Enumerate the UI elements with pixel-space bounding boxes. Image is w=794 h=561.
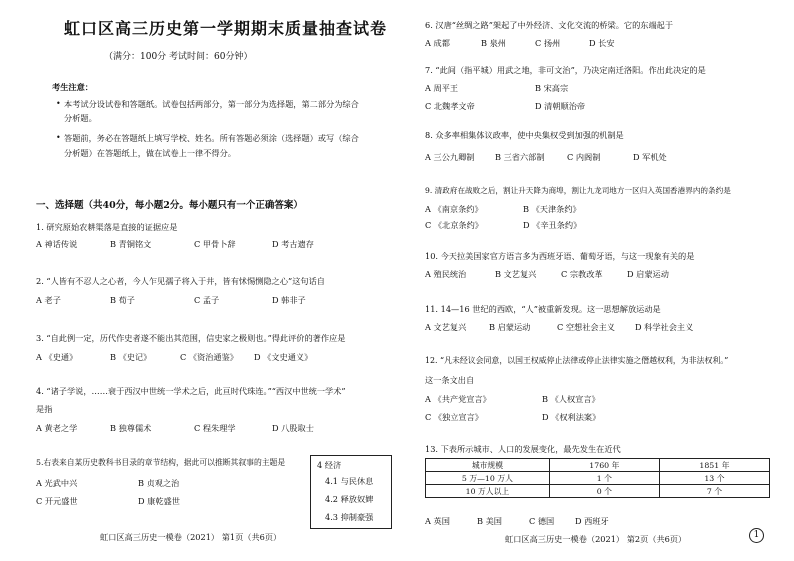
option: B 《史记》 <box>110 352 152 362</box>
question-9: 9. 清政府在战败之后，割让升天降为商埠，割让九龙司地方一区归入英国香港界内的条约是 <box>425 186 731 195</box>
option: C 扬州 <box>535 38 561 48</box>
option: D 长安 <box>589 38 615 48</box>
question-10: 10. 今天拉美国家官方语言多为西班牙语、葡萄牙语，与这一现象有关的是 <box>425 251 695 261</box>
option: B 美国 <box>477 516 502 526</box>
option: D 《权利法案》 <box>542 412 601 422</box>
option: A 光武中兴 <box>36 478 78 488</box>
option: C 《资治通鉴》 <box>180 352 238 362</box>
option: C 孟子 <box>194 295 220 305</box>
option: C 《独立宣言》 <box>425 412 483 422</box>
option: D 韩非子 <box>272 295 306 305</box>
bullet-icon: • <box>56 99 61 108</box>
option: A 黄老之学 <box>36 423 78 433</box>
option: C 宗教改革 <box>561 269 603 279</box>
question-4-line2: 是指 <box>36 404 53 414</box>
chapter-outline-box <box>310 455 392 529</box>
table-cell: 5 万—10 万人 <box>426 472 550 485</box>
option: D 《辛丑条约》 <box>523 220 582 230</box>
question-12-line1: 12. “凡未经议会同意，以国王权威停止法律或停止法律实施之僭越权利，为非法权利。” <box>425 356 729 365</box>
question-6: 6. 汉唐“丝绸之路”架起了中外经济、文化交流的桥梁。它的东端起于 <box>425 20 674 30</box>
option: D 八股取士 <box>272 423 314 433</box>
population-table <box>425 458 770 498</box>
question-1: 1. 研究原始农耕渠落是直接的证据应是 <box>36 222 178 232</box>
option: B 泉州 <box>481 38 506 48</box>
page-footer: 虹口区高三历史一模卷（2021） 第2页（共6页） <box>505 534 687 544</box>
table-cell: 13 个 <box>659 472 769 485</box>
page-footer: 虹口区高三历史一模卷（2021） 第1页（共6页） <box>100 532 282 542</box>
table-row <box>426 485 770 498</box>
outline-section: 4.2 释放奴婢 <box>325 494 374 504</box>
table-cell: 7 个 <box>659 485 769 498</box>
question-7: 7. “此间（指平城）用武之地，非可文治”，乃决定南迁洛阳。作出此决定的是 <box>425 65 706 75</box>
page-number-mark: 1 <box>749 528 764 543</box>
option: A 《南京条约》 <box>425 204 483 214</box>
section-heading: 一、选择题（共40分，每小题2分。每小题只有一个正确答案） <box>36 200 303 211</box>
notice-2-line2: 分析题）在答题纸上，做在试卷上一律不得分。 <box>64 148 236 158</box>
option: B 独尊儒术 <box>110 423 152 433</box>
option: A 文艺复兴 <box>425 322 467 332</box>
table-cell: 0 个 <box>549 485 659 498</box>
option: B 三省六部制 <box>495 152 545 162</box>
option: B 荀子 <box>110 295 135 305</box>
question-2: 2. “人皆有不忍人之心者，今人乍见孺子将入于井，皆有怵惕恻隐之心”这句话自 <box>36 276 325 286</box>
option: C 开元盛世 <box>36 496 78 506</box>
option: C 德国 <box>529 516 555 526</box>
question-8: 8. 众多率相集体议政率，使中央集权受到加强的机制是 <box>425 130 624 140</box>
option: B 宋高宗 <box>535 83 569 93</box>
option: A 神话传说 <box>36 239 78 249</box>
table-header-cell: 1851 年 <box>659 459 769 472</box>
bullet-icon: • <box>56 133 61 142</box>
option: B 青铜铭文 <box>110 239 152 249</box>
option: B 贞观之治 <box>138 478 180 488</box>
option: A 成都 <box>425 38 450 48</box>
question-13: 13. 下表所示城市、人口的发展变化，最先发生在近代 <box>425 444 621 454</box>
page-right <box>397 0 794 561</box>
option: C 《北京条约》 <box>425 220 483 230</box>
table-header-cell: 1760 年 <box>549 459 659 472</box>
option: A 《共产党宣言》 <box>425 394 491 404</box>
option: B 《天津条约》 <box>523 204 581 214</box>
option: D 启蒙运动 <box>627 269 669 279</box>
option: D 清朝顺治帝 <box>535 101 586 111</box>
option: A 殖民统治 <box>425 269 467 279</box>
option: A 老子 <box>36 295 61 305</box>
question-5: 5.右表来自某历史教科书目录的章节结构，据此可以推断其叙事的主题是 <box>36 458 286 467</box>
option: A 英国 <box>425 516 450 526</box>
table-cell: 10 万人以上 <box>426 485 550 498</box>
notice-1-line2: 分析题。 <box>64 113 97 123</box>
question-12-line2: 这一条文出自 <box>425 375 475 385</box>
option: C 程朱理学 <box>194 423 236 433</box>
option: C 北魏孝文帝 <box>425 101 475 111</box>
table-row <box>426 472 770 485</box>
option: D 《文史通义》 <box>254 352 313 362</box>
outline-section: 4.3 抑制豪强 <box>325 512 374 522</box>
table-header-cell: 城市规模 <box>426 459 550 472</box>
outline-chapter: 4 经济 <box>317 460 342 470</box>
exam-subtitle: （满分：100分 考试时间：60分钟） <box>104 52 253 62</box>
outline-section: 4.1 与民休息 <box>325 476 374 486</box>
option: B 文艺复兴 <box>495 269 537 279</box>
option: B 启蒙运动 <box>489 322 531 332</box>
option: A 周平王 <box>425 83 459 93</box>
option: C 内阁制 <box>567 152 601 162</box>
option: A 三公九卿制 <box>425 152 475 162</box>
option: B 《人权宣言》 <box>542 394 600 404</box>
table-header-row <box>426 459 770 472</box>
table-cell: 1 个 <box>549 472 659 485</box>
notice-1-line1: 本考试分设试卷和答题纸。试卷包括两部分，第一部分为选择题，第二部分为综合 <box>64 99 359 109</box>
question-4-line1: 4. “诸子学说，……衰于西汉中世统一学术之后，此亘时代珠连。”“西汉中世统一学术” <box>36 386 346 396</box>
question-3: 3. “自此例一定，历代作史者遂不能出其范围，信史家之极则也。”得此评价的著作应是 <box>36 333 346 343</box>
option: D 西班牙 <box>575 516 609 526</box>
option: C 空想社会主义 <box>557 322 615 332</box>
exam-title: 虹口区高三历史第一学期期末质量抽查试卷 <box>64 19 388 38</box>
question-11: 11. 14—16 世纪的西欧，“人”被重新发现。这一思想解放运动是 <box>425 304 661 314</box>
option: A 《史通》 <box>36 352 78 362</box>
option: D 军机处 <box>633 152 667 162</box>
option: D 科学社会主义 <box>635 322 694 332</box>
notice-2-line1: 答题前，务必在答题纸上填写学校、姓名。所有答题必须涂（选择题）或写（综合 <box>64 133 359 143</box>
option: D 康乾盛世 <box>138 496 180 506</box>
option: C 甲骨卜辞 <box>194 239 236 249</box>
option: D 考古遗存 <box>272 239 314 249</box>
notice-heading: 考生注意： <box>52 82 93 92</box>
